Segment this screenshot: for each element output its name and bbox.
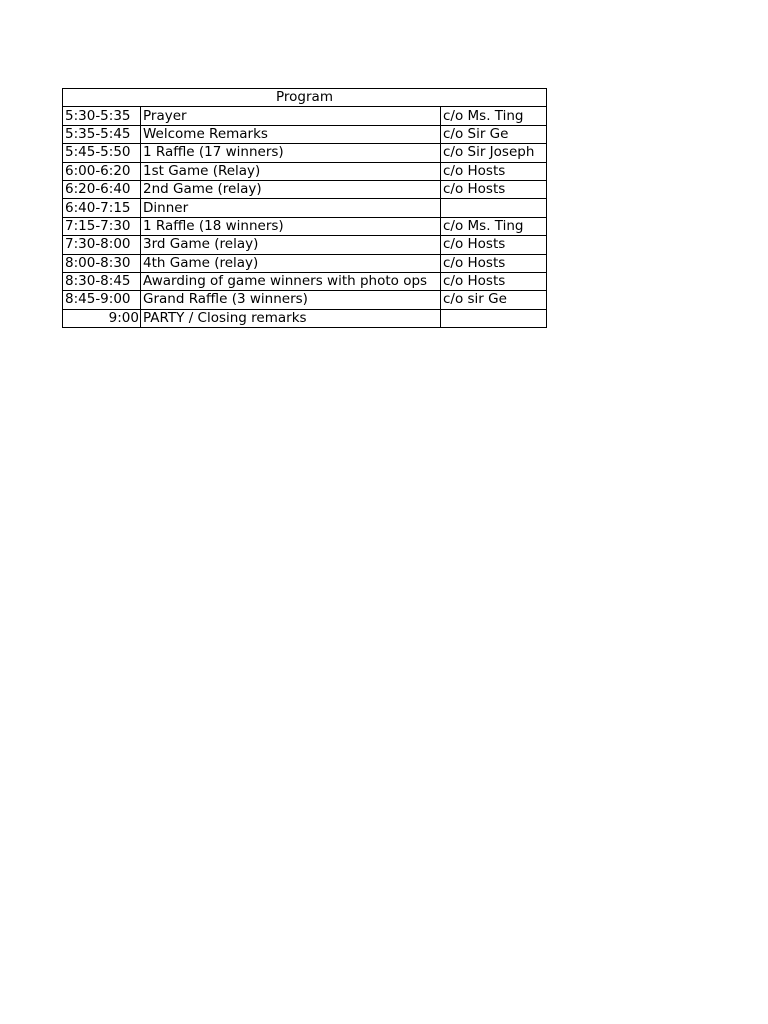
time-cell: 5:30-5:35	[63, 107, 141, 125]
activity-cell: Prayer	[141, 107, 441, 125]
table-row	[63, 272, 547, 290]
owner-cell: c/o Sir Ge	[441, 125, 547, 143]
table-row	[63, 107, 547, 125]
activity-cell: Dinner	[141, 199, 441, 217]
owner-cell	[441, 309, 547, 327]
activity-cell: 3rd Game (relay)	[141, 236, 441, 254]
program-title: Program	[63, 89, 547, 107]
time-cell: 8:30-8:45	[63, 272, 141, 290]
activity-cell: 1 Raffle (17 winners)	[141, 144, 441, 162]
owner-cell: c/o Hosts	[441, 236, 547, 254]
table-row	[63, 291, 547, 309]
activity-cell: Awarding of game winners with photo ops	[141, 272, 441, 290]
owner-cell	[441, 199, 547, 217]
activity-cell: PARTY / Closing remarks	[141, 309, 441, 327]
activity-cell: 4th Game (relay)	[141, 254, 441, 272]
activity-cell: 1st Game (Relay)	[141, 162, 441, 180]
time-cell: 8:00-8:30	[63, 254, 141, 272]
table-row	[63, 180, 547, 198]
time-cell: 9:00	[63, 309, 141, 327]
owner-cell: c/o Sir Joseph	[441, 144, 547, 162]
table-row	[63, 254, 547, 272]
program-table	[62, 88, 547, 328]
owner-cell: c/o Ms. Ting	[441, 217, 547, 235]
time-cell: 7:15-7:30	[63, 217, 141, 235]
time-cell: 5:35-5:45	[63, 125, 141, 143]
owner-cell: c/o Hosts	[441, 162, 547, 180]
time-cell: 8:45-9:00	[63, 291, 141, 309]
table-row	[63, 199, 547, 217]
owner-cell: c/o sir Ge	[441, 291, 547, 309]
time-cell: 6:00-6:20	[63, 162, 141, 180]
table-row	[63, 144, 547, 162]
table-title-row	[63, 89, 547, 107]
time-cell: 7:30-8:00	[63, 236, 141, 254]
owner-cell: c/o Hosts	[441, 254, 547, 272]
time-cell: 5:45-5:50	[63, 144, 141, 162]
time-cell: 6:40-7:15	[63, 199, 141, 217]
table-row	[63, 217, 547, 235]
table-row	[63, 236, 547, 254]
activity-cell: 1 Raffle (18 winners)	[141, 217, 441, 235]
table-row	[63, 125, 547, 143]
owner-cell: c/o Ms. Ting	[441, 107, 547, 125]
time-cell: 6:20-6:40	[63, 180, 141, 198]
owner-cell: c/o Hosts	[441, 272, 547, 290]
owner-cell: c/o Hosts	[441, 180, 547, 198]
activity-cell: Welcome Remarks	[141, 125, 441, 143]
table-row	[63, 309, 547, 327]
table-row	[63, 162, 547, 180]
activity-cell: Grand Raffle (3 winners)	[141, 291, 441, 309]
activity-cell: 2nd Game (relay)	[141, 180, 441, 198]
